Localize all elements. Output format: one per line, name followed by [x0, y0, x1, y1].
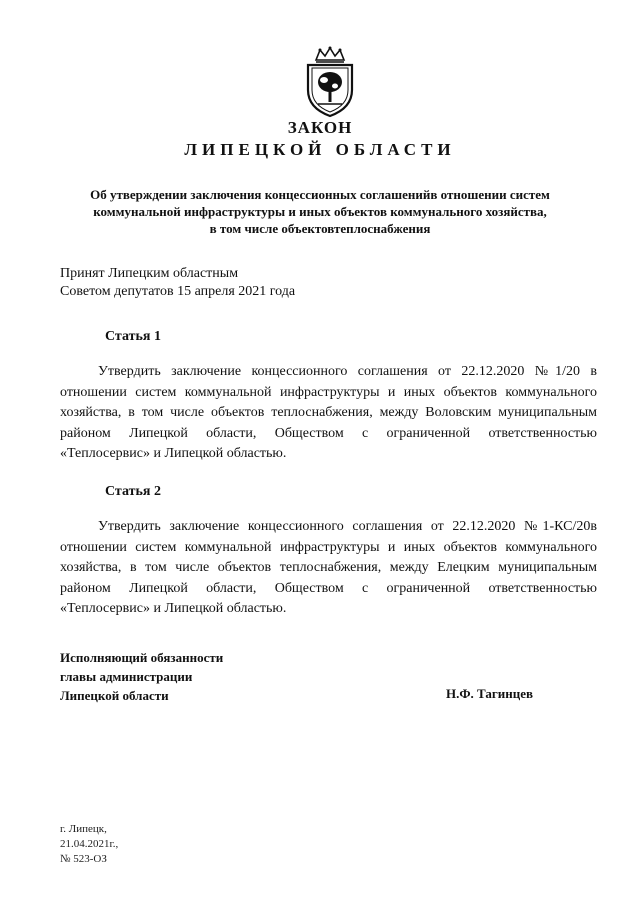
footer-number: № 523-ОЗ: [60, 853, 107, 865]
footer-city: г. Липецк,: [60, 823, 107, 835]
article-1-title: Статья 1: [105, 329, 161, 344]
signatory-name: Н.Ф. Тагинцев: [446, 686, 534, 701]
signatory-position: [60, 648, 223, 705]
signatory-line: Исполняющий обязанности: [60, 650, 224, 665]
adoption-line: Советом депутатов 15 апреля 2021 года: [60, 284, 296, 299]
signatory-line: Липецкой области: [60, 688, 169, 703]
document-footer: [60, 822, 118, 867]
coat-of-arms-emblem: [300, 46, 360, 118]
region-name: ЛИПЕЦКОЙ ОБЛАСТИ: [184, 140, 456, 159]
document-type: ЗАКОН: [287, 118, 353, 137]
article-2-text: Утвердить заключение концессионного соглашения от 22.12.2020 №1-КС/20в отношении систем коммунальной инфраструктуры и иных объектов коммунального хозяйства, в том числе объектов теплоснабжения, между Елецким муниципальным районом Липецкой области, Обществом с ограниченной ответственностью «Теплосервис» и Липецкой областью.: [60, 519, 597, 616]
subject-line: коммунальной инфраструктуры и иных объектов коммунального хозяйства,: [93, 204, 547, 219]
footer-date: 21.04.2021г.,: [60, 838, 119, 850]
subject-line: в том числе объектовтеплоснабжения: [209, 221, 431, 236]
subject-line: Об утверждении заключения концессионных соглашенийв отношении систем: [90, 187, 550, 202]
law-subject: [40, 186, 600, 237]
article-1-text: Утвердить заключение концессионного соглашения от 22.12.2020 №1/20 в отношении систем коммунальной инфраструктуры и иных объектов коммунального хозяйства, в том числе объектов теплоснабжения, между Воловским муниципальным районом Липецкой области, Обществом с ограниченной ответственностью «Теплосервис» и Липецкой областью.: [60, 364, 597, 461]
signatory-line: главы администрации: [60, 669, 193, 684]
article-2-title: Статья 2: [105, 484, 161, 499]
adoption-line: Принят Липецким областным: [60, 266, 239, 281]
adoption-note: [60, 265, 295, 301]
